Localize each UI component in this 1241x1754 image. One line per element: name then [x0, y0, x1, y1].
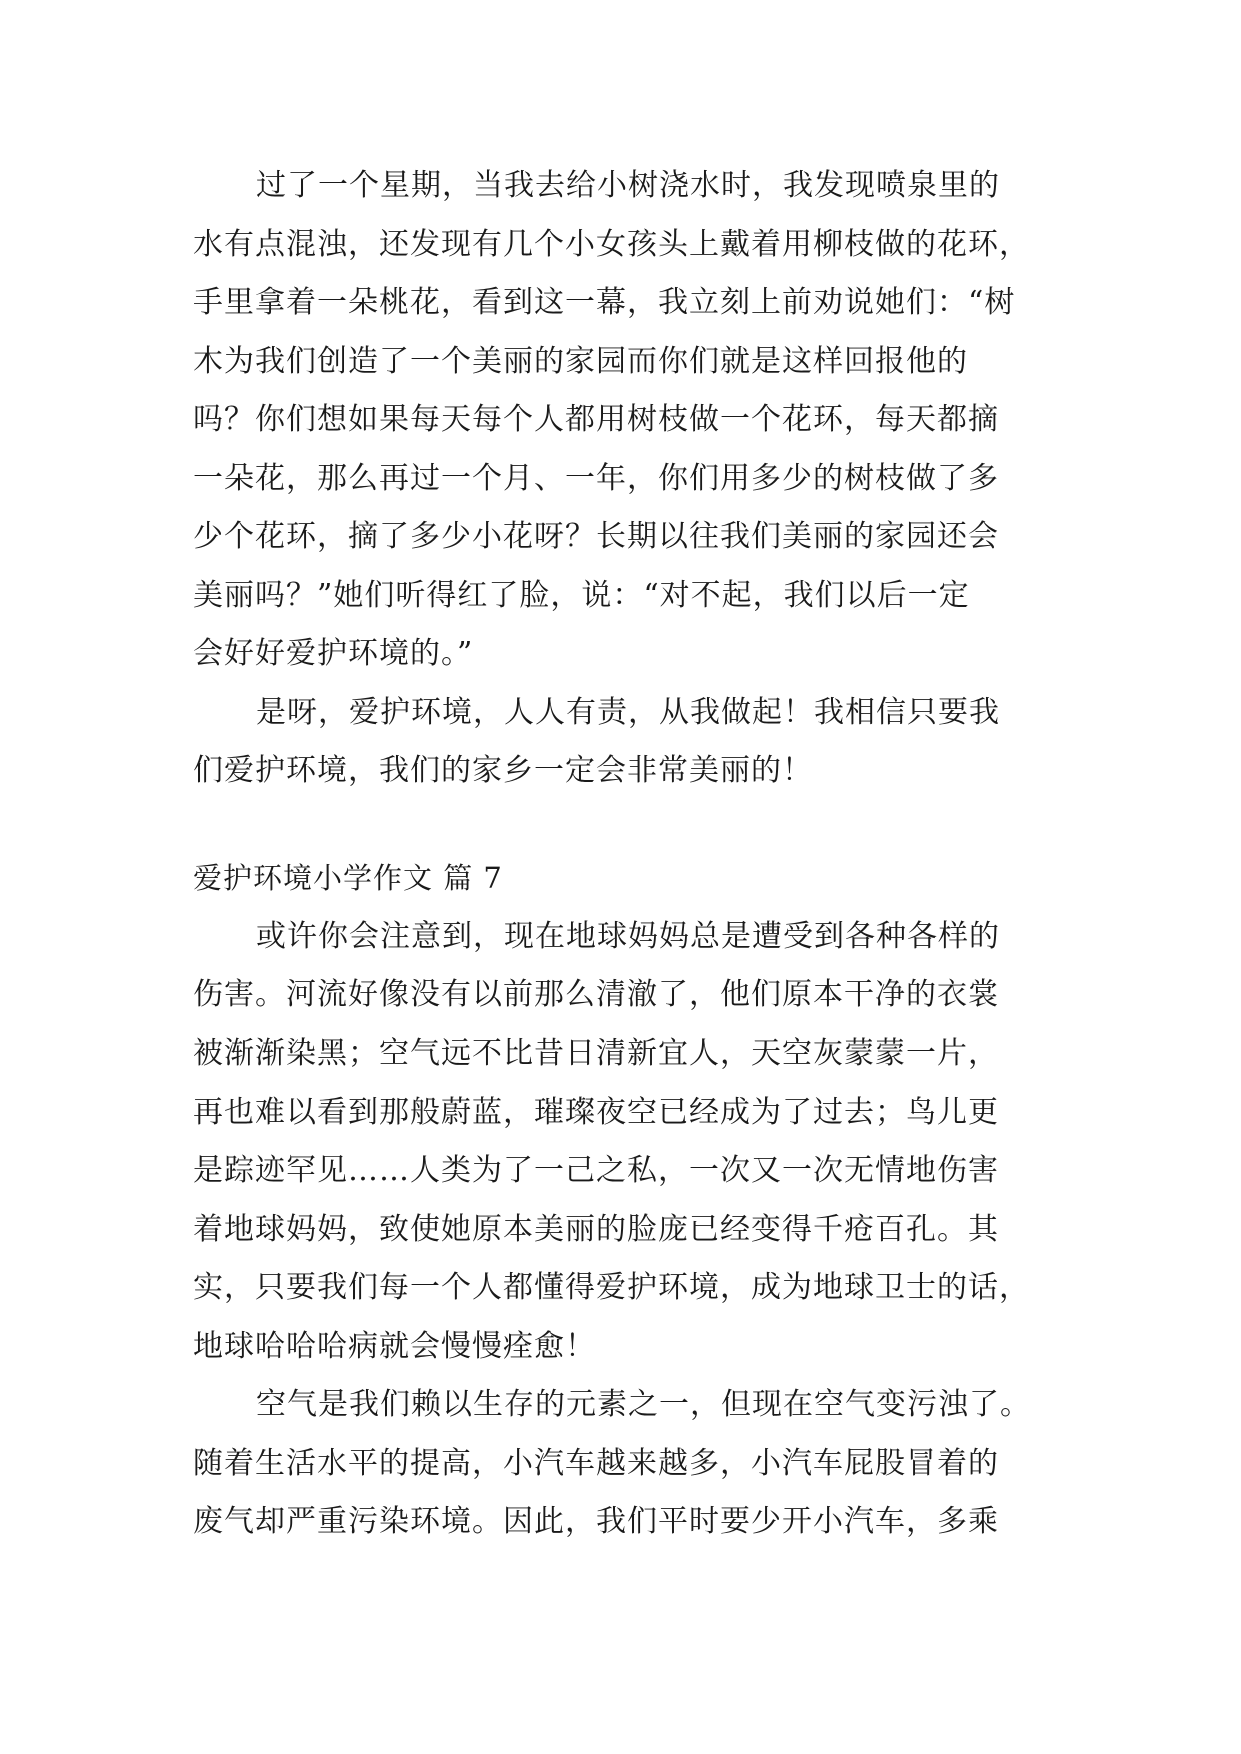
paragraph-line: 会好好爱护环境的。” [193, 636, 474, 671]
paragraph-line: 废气却严重污染环境。因此，我们平时要少开小汽车，多乘 [193, 1504, 999, 1539]
section-heading: 爱护环境小学作文 篇 7 [193, 861, 503, 895]
paragraph-line: 是呀，爱护环境，人人有责，从我做起！我相信只要我 [256, 695, 1000, 730]
paragraph-line: 空气是我们赖以生存的元素之一，但现在空气变污浊了。 [256, 1387, 1031, 1422]
paragraph-line: 被渐渐染黑；空气远不比昔日清新宜人，天空灰蒙蒙一片， [193, 1036, 999, 1071]
paragraph-line: 随着生活水平的提高，小汽车越来越多，小汽车屁股冒着的 [193, 1446, 999, 1481]
paragraph-line: 再也难以看到那般蔚蓝，璀璨夜空已经成为了过去；鸟儿更 [193, 1095, 999, 1130]
paragraph-line: 或许你会注意到，现在地球妈妈总是遭受到各种各样的 [256, 919, 1000, 954]
paragraph-line: 美丽吗？”她们听得红了脸，说：“对不起，我们以后一定 [193, 578, 970, 613]
paragraph-line: 伤害。河流好像没有以前那么清澈了，他们原本干净的衣裳 [193, 977, 999, 1012]
paragraph-line: 过了一个星期，当我去给小树浇水时，我发现喷泉里的 [256, 168, 1000, 203]
paragraph-line: 是踪迹罕见……人类为了一己之私，一次又一次无情地伤害 [193, 1153, 999, 1188]
paragraph-line: 着地球妈妈，致使她原本美丽的脸庞已经变得千疮百孔。其 [193, 1212, 999, 1247]
paragraph-line: 少个花环，摘了多少小花呀？长期以往我们美丽的家园还会 [193, 519, 999, 554]
paragraph-line: 们爱护环境，我们的家乡一定会非常美丽的！ [193, 753, 813, 788]
paragraph-line: 手里拿着一朵桃花，看到这一幕，我立刻上前劝说她们：“树 [193, 285, 1016, 320]
paragraph-line: 一朵花，那么再过一个月、一年，你们用多少的树枝做了多 [193, 461, 999, 496]
paragraph-line: 地球哈哈哈病就会慢慢痊愈！ [193, 1329, 596, 1364]
paragraph-line: 水有点混浊，还发现有几个小女孩头上戴着用柳枝做的花环， [193, 227, 1030, 262]
paragraph-line: 木为我们创造了一个美丽的家园而你们就是这样回报他的 [193, 344, 968, 379]
paragraph-line: 实，只要我们每一个人都懂得爱护环境，成为地球卫士的话， [193, 1270, 1030, 1305]
paragraph-line: 吗？你们想如果每天每个人都用树枝做一个花环，每天都摘 [193, 402, 999, 437]
